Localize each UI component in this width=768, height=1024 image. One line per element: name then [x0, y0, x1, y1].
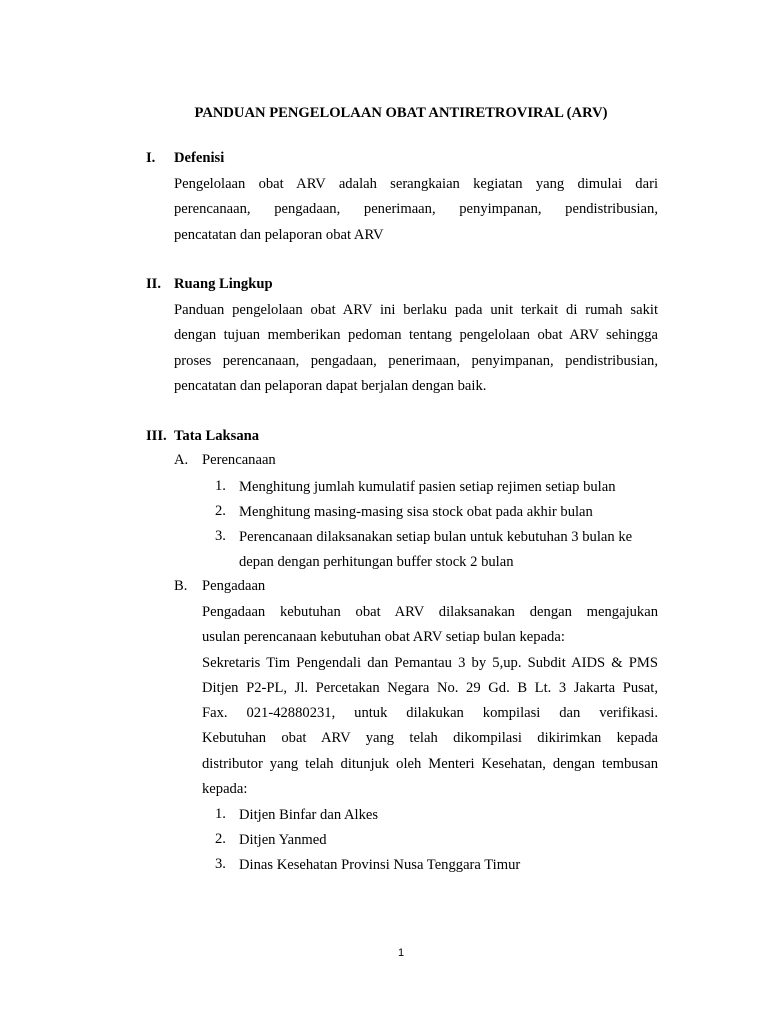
- paragraph-line: Pengadaan kebutuhan obat ARV dilaksanakan dengan mengajukan: [202, 604, 658, 620]
- list-item-text: Menghitung masing-masing sisa stock obat pada akhir bulan: [239, 504, 593, 520]
- paragraph-line: Sekretaris Tim Pengendali dan Pemantau 3 by 5,up. Subdit AIDS & PMS: [202, 654, 658, 671]
- list-item-text: Ditjen Binfar dan Alkes: [239, 807, 379, 823]
- subsection-a-letter: A.: [174, 452, 189, 468]
- paragraph-line: dengan tujuan memberikan pedoman tentang pengelolaan obat ARV sehingga: [174, 327, 658, 344]
- page-number: 1: [397, 947, 405, 959]
- subsection-b-letter: B.: [174, 578, 188, 594]
- section-1-heading: Defenisi: [174, 150, 225, 166]
- section-3-heading: Tata Laksana: [174, 428, 260, 444]
- section-1-number: I.: [146, 150, 156, 166]
- list-item-text: Dinas Kesehatan Provinsi Nusa Tenggara Timur: [239, 857, 521, 873]
- section-1-paragraph: [174, 172, 658, 248]
- paragraph-line: distributor yang telah ditunjuk oleh Menteri Kesehatan, dengan tembusan: [202, 755, 658, 772]
- paragraph-line: Kebutuhan obat ARV yang telah dikompilasi dikirimkan kepada: [202, 730, 658, 747]
- list-item-line: depan dengan perhitungan buffer stock 2 bulan: [239, 554, 514, 571]
- paragraph-line: perencanaan, pengadaan, penerimaan, penyimpanan, pendistribusian,: [174, 201, 658, 218]
- list-item-line: Perencanaan dilaksanakan setiap bulan untuk kebutuhan 3 bulan ke: [239, 529, 633, 545]
- list-item-number: 1.: [215, 806, 226, 822]
- paragraph-line: proses perencanaan, pengadaan, penerimaan, penyimpanan, pendistribusian,: [174, 352, 658, 369]
- list-item-number: 2.: [215, 503, 226, 519]
- list-item-number: 3.: [215, 528, 226, 544]
- list-item-number: 2.: [215, 831, 226, 847]
- subsection-a-heading: Perencanaan: [202, 452, 276, 468]
- paragraph-line: pencatatan dan pelaporan dapat berjalan dengan baik.: [174, 377, 487, 394]
- section-2-heading: Ruang Lingkup: [174, 276, 273, 292]
- list-item-number: 3.: [215, 856, 226, 872]
- subsection-b-heading: Pengadaan: [202, 578, 266, 594]
- paragraph-line: kepada:: [202, 781, 248, 798]
- list-item-number: 1.: [215, 478, 226, 494]
- section-2-paragraph: [174, 298, 658, 399]
- document-title: PANDUAN PENGELOLAAN OBAT ANTIRETROVIRAL (ARV): [194, 105, 608, 121]
- subsection-b-paragraph: [202, 600, 658, 802]
- list-item-text: Ditjen Yanmed: [239, 832, 327, 848]
- paragraph-line: Pengelolaan obat ARV adalah serangkaian kegiatan yang dimulai dari: [174, 176, 658, 192]
- section-2-number: II.: [146, 276, 162, 292]
- list-item-text: [239, 525, 659, 576]
- paragraph-line: Ditjen P2-PL, Jl. Percetakan Negara No. 29 Gd. B Lt. 3 Jakarta Pusat,: [202, 679, 658, 696]
- paragraph-line: Fax. 021-42880231, untuk dilakukan kompilasi dan verifikasi.: [202, 705, 658, 722]
- list-item-text: Menghitung jumlah kumulatif pasien setiap rejimen setiap bulan: [239, 479, 616, 495]
- paragraph-line: pencatatan dan pelaporan obat ARV: [174, 226, 384, 243]
- paragraph-line: usulan perencanaan kebutuhan obat ARV setiap bulan kepada:: [202, 629, 565, 646]
- paragraph-line: Panduan pengelolaan obat ARV ini berlaku pada unit terkait di rumah sakit: [174, 302, 658, 318]
- section-3-number: III.: [146, 428, 167, 444]
